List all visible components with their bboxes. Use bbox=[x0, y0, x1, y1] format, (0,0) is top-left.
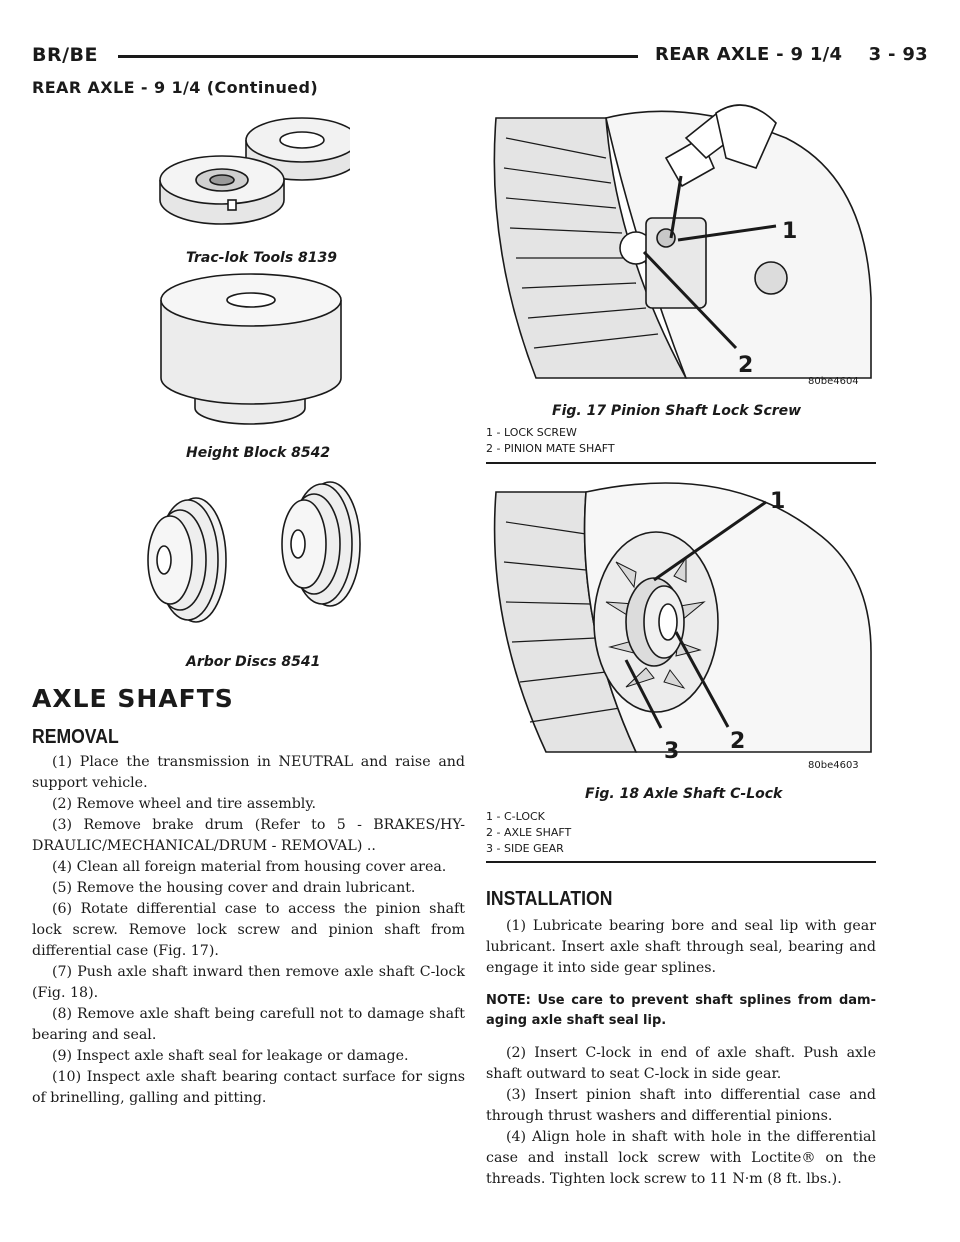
installation-step: (2) Insert C-lock in end of axle shaft. Push axle shaft outward to seat C-lock in side gear. bbox=[486, 1045, 876, 1082]
continued-heading: REAR AXLE - 9 1/4 (Continued) bbox=[32, 78, 319, 97]
removal-step: (2) Remove wheel and tire assembly. bbox=[52, 796, 316, 812]
removal-step: (4) Clean all foreign material from housing cover area. bbox=[52, 859, 447, 875]
trac-lok-caption: Trac-lok Tools 8139 bbox=[186, 250, 338, 266]
fig17-ref-code: 80be4604 bbox=[808, 376, 859, 387]
installation-steps bbox=[486, 916, 876, 1190]
fig18-rule bbox=[486, 861, 876, 863]
removal-step: (6) Rotate differential case to access the pinion shaft lock screw. Remove lock screw and pinion shaft from differential case (Fig. 17). bbox=[32, 901, 465, 959]
section-title: AXLE SHAFTS bbox=[32, 684, 234, 713]
fig18-callout-1: 1 bbox=[770, 489, 786, 514]
fig17-legend-item: 2 - PINION MATE SHAFT bbox=[486, 442, 615, 455]
header-page-ref: REAR AXLE - 9 1/4 3 - 93 bbox=[655, 44, 928, 65]
fig17-legend bbox=[486, 425, 615, 457]
fig18-callout-3: 3 bbox=[664, 739, 680, 762]
header-rule bbox=[118, 55, 638, 58]
removal-steps bbox=[32, 752, 465, 1109]
fig17-caption: Fig. 17 Pinion Shaft Lock Screw bbox=[552, 403, 802, 419]
fig17-legend-item: 1 - LOCK SCREW bbox=[486, 426, 577, 439]
installation-step: (3) Insert pinion shaft into differential case and through thrust washers and differential pinions. bbox=[486, 1087, 876, 1124]
removal-step: (8) Remove axle shaft being carefull not to damage shaft bearing and seal. bbox=[32, 1006, 465, 1043]
removal-step: (5) Remove the housing cover and drain lubricant. bbox=[52, 880, 416, 896]
installation-step: (4) Align hole in shaft with hole in the differential case and install lock screw with Loctite® on the threads. Tighten lock screw to 11 N·m (8 ft. lbs.). bbox=[486, 1129, 876, 1187]
removal-step: (3) Remove brake drum (Refer to 5 - BRAKES/HY-DRAULIC/MECHANICAL/DRUM - REMOVAL) .. bbox=[32, 817, 465, 854]
fig18-caption: Fig. 18 Axle Shaft C-Lock bbox=[585, 786, 783, 802]
height-block-illustration bbox=[155, 270, 355, 435]
fig17-rule bbox=[486, 462, 876, 464]
arbor-discs-caption: Arbor Discs 8541 bbox=[186, 654, 321, 670]
arbor-discs-illustration bbox=[140, 468, 380, 643]
fig17-callout-1: 1 bbox=[782, 219, 798, 244]
fig18-legend-item: 1 - C-LOCK bbox=[486, 810, 545, 823]
fig17-callout-2: 2 bbox=[738, 353, 754, 378]
fig18-legend-item: 2 - AXLE SHAFT bbox=[486, 826, 572, 839]
installation-step: (1) Lubricate bearing bore and seal lip with gear lubricant. Insert axle shaft through seal, bearing and engage it into side gear splines. bbox=[486, 918, 876, 976]
fig18-axle-shaft-c-lock-illustration bbox=[486, 472, 876, 762]
header-section-code: BR/BE bbox=[32, 44, 99, 66]
removal-heading: REMOVAL bbox=[32, 726, 119, 748]
removal-step: (7) Push axle shaft inward then remove axle shaft C-lock (Fig. 18). bbox=[32, 964, 465, 1001]
fig18-ref-code: 80be4603 bbox=[808, 760, 859, 771]
fig18-callout-2: 2 bbox=[730, 729, 746, 754]
trac-lok-tools-illustration bbox=[150, 100, 350, 245]
height-block-caption: Height Block 8542 bbox=[186, 445, 331, 461]
installation-note: NOTE: Use care to prevent shaft splines from dam-aging axle shaft seal lip. bbox=[486, 993, 876, 1028]
fig17-pinion-shaft-lock-screw-illustration bbox=[486, 98, 876, 388]
fig18-legend bbox=[486, 809, 571, 857]
fig18-legend-item: 3 - SIDE GEAR bbox=[486, 842, 564, 855]
removal-step: (10) Inspect axle shaft bearing contact surface for signs of brinelling, galling and pitting. bbox=[32, 1069, 465, 1106]
removal-step: (1) Place the transmission in NEUTRAL and raise and support vehicle. bbox=[32, 754, 465, 791]
removal-step: (9) Inspect axle shaft seal for leakage or damage. bbox=[52, 1048, 409, 1064]
installation-heading: INSTALLATION bbox=[486, 888, 613, 910]
